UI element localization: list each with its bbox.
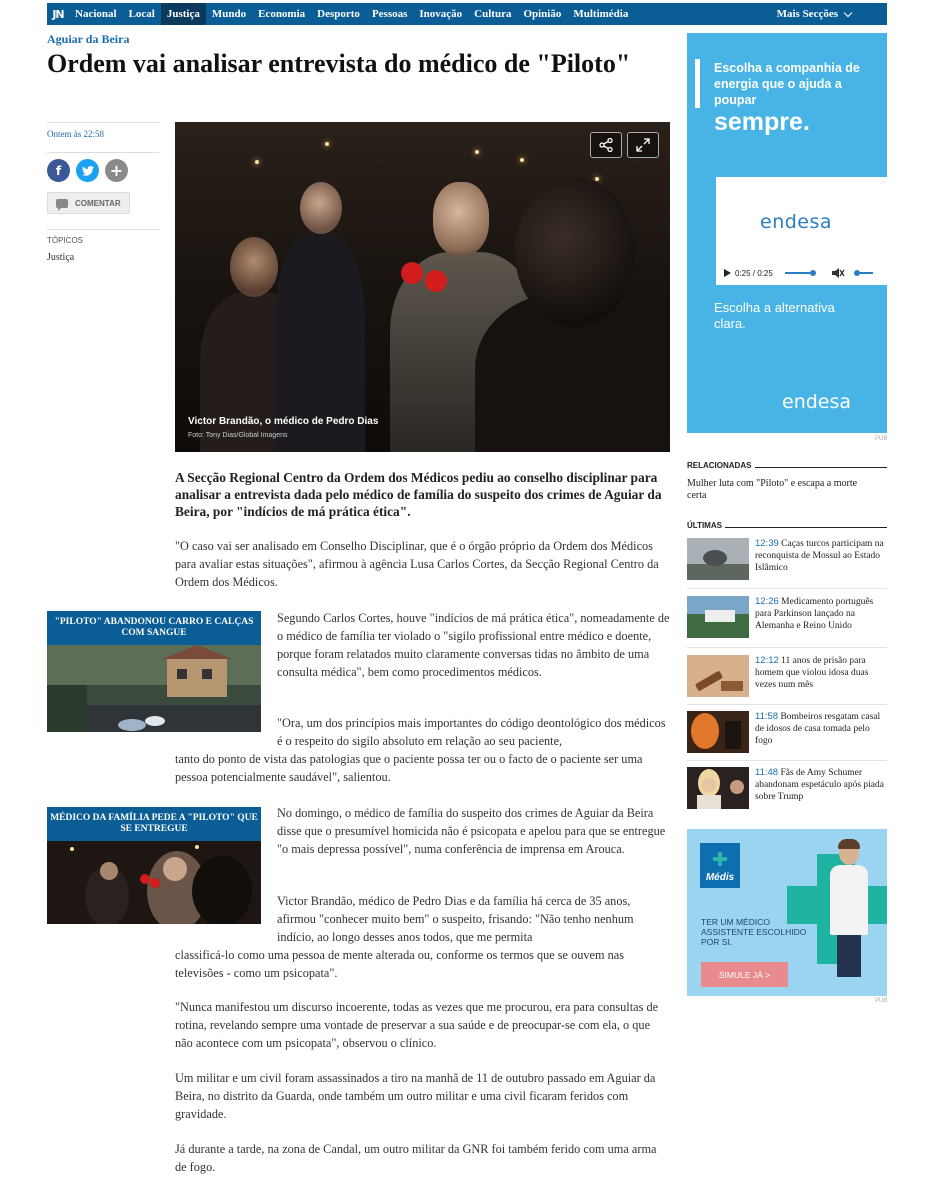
- ceiling-light: [520, 158, 524, 162]
- endesa-advertisement[interactable]: [687, 33, 887, 433]
- related-card-image: [47, 841, 261, 924]
- ad-video-player[interactable]: [716, 177, 887, 285]
- more-share-icon[interactable]: +: [105, 159, 128, 182]
- medis-brand-text: Médis: [705, 872, 735, 883]
- latest-news-item[interactable]: [687, 767, 887, 811]
- site-logo[interactable]: JN: [52, 7, 64, 21]
- endesa-logo: endesa: [760, 211, 833, 233]
- news-time: 12:12: [755, 655, 779, 666]
- topic-link[interactable]: Justiça: [47, 252, 75, 263]
- related-card-title: MÉDICO DA FAMÍLIA PEDE A "PILOTO" QUE SE ENTREGUE: [47, 807, 261, 841]
- ceiling-light: [595, 177, 599, 181]
- news-thumbnail: [687, 596, 749, 638]
- latest-heading: ÚLTIMAS: [687, 521, 722, 530]
- divider: [687, 647, 887, 648]
- news-title: Fãs de Amy Schumer abandonam espetáculo após piada sobre Trump: [755, 768, 884, 802]
- microphone: [425, 270, 447, 292]
- nav-item-nacional[interactable]: Nacional: [75, 8, 117, 20]
- photo-figure: [433, 182, 489, 256]
- inline-related-card[interactable]: [47, 611, 261, 732]
- endesa-logo: endesa: [782, 391, 852, 413]
- news-time: 12:39: [755, 538, 779, 549]
- divider: [725, 527, 887, 528]
- news-title: Caças turcos participam na reconquista de Mossul ao Estado Islâmico: [755, 539, 884, 573]
- divider: [687, 704, 887, 705]
- related-card-title: "PILOTO" ABANDONOU CARRO E CALÇAS COM SANGUE: [47, 611, 261, 645]
- news-time: 11:58: [755, 711, 779, 722]
- share-image-button[interactable]: [590, 132, 622, 158]
- article-lead: A Secção Regional Centro da Ordem dos Médicos pediu ao conselho disciplinar para analisar a entrevista dada pelo médico de família do suspeito dos crimes de Aguiar da Beira, por "indícios de má prática ética".: [175, 470, 662, 519]
- article-paragraph: "O caso vai ser analisado em Conselho Disciplinar, que é o órgão próprio da Ordem dos Médicos para avaliar estas situações", afirmou à agência Lusa Carlos Cortes, da Secção Regional Centro da Ordem dos Médicos.: [175, 539, 659, 589]
- expand-icon: [636, 138, 650, 152]
- news-thumbnail: [687, 538, 749, 580]
- ad-accent-bar: [695, 59, 700, 108]
- ad-label: PUB: [875, 436, 888, 442]
- more-sections-button[interactable]: [777, 8, 851, 20]
- simulate-button[interactable]: SIMULE JÁ >: [701, 962, 788, 987]
- article-paragraph: "Ora, um dos princípios mais importantes do código deontológico dos médicos é o respeito do sigilo absoluto em relação ao seu paciente,: [277, 716, 666, 748]
- photo-figure: [515, 177, 635, 327]
- ceiling-light: [325, 142, 329, 146]
- latest-news-item[interactable]: [687, 655, 887, 699]
- share-icon: [599, 138, 613, 152]
- news-title: 11 anos de prisão para homem que violou idosa duas vezes num mês: [755, 656, 869, 690]
- player-controls: [724, 267, 873, 279]
- article-paragraph: Segundo Carlos Cortes, houve "indícios de má prática ética", nomeadamente de o médico de família ter violado o "sigilo profissional entre médico e doente, porque foram relatados muito claramente conversas tidas no âmbito de uma consulta médica", bem como procedimentos médicos.: [277, 611, 670, 679]
- divider: [47, 229, 159, 230]
- mute-icon[interactable]: [831, 267, 845, 279]
- article-hero-image[interactable]: [175, 122, 670, 452]
- fullscreen-button[interactable]: [627, 132, 659, 158]
- section-label[interactable]: Aguiar da Beira: [47, 32, 130, 46]
- related-link[interactable]: Mulher luta com "Piloto" e escapa a morte certa: [687, 478, 858, 501]
- article-title: Ordem vai analisar entrevista do médico de "Piloto": [47, 49, 631, 78]
- news-thumbnail: [687, 767, 749, 809]
- volume-slider[interactable]: [857, 272, 873, 274]
- nav-item-pessoas[interactable]: Pessoas: [371, 8, 408, 20]
- player-time: 0:25 / 0:25: [735, 268, 773, 278]
- medical-cross-icon: [713, 852, 727, 866]
- topics-label: TÓPICOS: [47, 236, 84, 245]
- ceiling-light: [255, 160, 259, 164]
- nav-item-opiniao[interactable]: Opinião: [523, 8, 562, 20]
- divider: [755, 467, 887, 468]
- medis-logo: [700, 843, 740, 888]
- comment-bubble-icon: [56, 199, 68, 208]
- ad-label: PUB: [875, 998, 888, 1004]
- divider: [47, 152, 159, 153]
- doctor-figure: [837, 933, 861, 977]
- article-paragraph: classificá-lo como uma pessoa de mente alterada ou, conforme os termos que se ouvem nas televisões - como um psicopata".: [175, 948, 625, 980]
- microphone: [401, 262, 423, 284]
- more-sections-label: Mais Secções: [776, 8, 838, 20]
- article-paragraph: Victor Brandão, médico de Pedro Dias e da família há cerca de 35 anos, afirmou "conhecer muito bem" o suspeito, frisando: "Não tenho nenhum indício, ao longo desses anos todos, que me permita: [277, 894, 634, 944]
- nav-item-economia[interactable]: Economia: [258, 8, 306, 20]
- medis-advertisement[interactable]: [687, 829, 887, 996]
- doctor-figure: [838, 839, 860, 849]
- nav-item-multimedia[interactable]: Multimédia: [573, 8, 629, 20]
- chevron-down-icon: [844, 8, 852, 16]
- ad-headline: Escolha a companhia de energia que o ajuda a poupar: [714, 61, 860, 107]
- photo-figure: [230, 237, 278, 297]
- latest-news-item[interactable]: [687, 596, 887, 640]
- facebook-share-icon[interactable]: f: [47, 159, 70, 182]
- divider: [687, 760, 887, 761]
- nav-item-local[interactable]: Local: [128, 8, 155, 20]
- news-thumbnail: [687, 655, 749, 697]
- news-time: 12:26: [755, 596, 779, 607]
- ceiling-light: [475, 150, 479, 154]
- article-paragraph: Já durante a tarde, na zona de Candal, um outro militar da GNR foi também ferido com uma arma de fogo.: [175, 1142, 657, 1174]
- news-thumbnail: [687, 711, 749, 753]
- ad-tagline: Escolha a alternativa clara.: [714, 300, 835, 331]
- progress-slider[interactable]: [785, 272, 813, 274]
- divider: [687, 588, 887, 589]
- image-caption: Victor Brandão, o médico de Pedro Dias: [188, 416, 379, 427]
- doctor-figure: [830, 865, 868, 935]
- article-paragraph: Um militar e um civil foram assassinados a tiro na manhã de 11 de outubro passado em Aguiar da Beira, no distrito da Guarda, onde também um outro militar e uma civil ficaram feridos com gravidade.: [175, 1071, 656, 1121]
- article-paragraph: "Nunca manifestou um discurso incoerente, todas as vezes que me procurou, era para consultas de rotina, revelando sempre uma vontade de preservar a sua saúde e de preocupar-se com ela, o que não acontece com um psicopata", observou o clínico.: [175, 1000, 659, 1050]
- nav-item-justica[interactable]: Justiça: [161, 3, 206, 25]
- nav-item-cultura[interactable]: Cultura: [474, 8, 512, 20]
- news-title: Medicamento português para Parkinson lançado na Alemanha e Reino Unido: [755, 597, 874, 631]
- ad-emphasis: sempre.: [714, 108, 810, 136]
- image-credit: Foto: Tony Dias/Global Imagens: [188, 432, 288, 439]
- news-title: Bombeiros resgatam casal de idosos de casa tomada pelo fogo: [755, 712, 881, 746]
- ad-text: TER UM MÉDICO ASSISTENTE ESCOLHIDO POR SI.: [701, 917, 807, 947]
- nav-item-desporto[interactable]: Desporto: [317, 8, 360, 20]
- nav-item-inovacao[interactable]: Inovação: [419, 8, 463, 20]
- news-time: 11:48: [755, 767, 779, 778]
- photo-figure: [300, 182, 342, 234]
- latest-news-item[interactable]: [687, 538, 887, 582]
- related-card-image: [47, 645, 261, 732]
- publish-time: Ontem às 22:58: [47, 129, 104, 139]
- article-paragraph: tanto do ponto de vista das patologias que o paciente possa ter ou o facto de o paciente ser uma pessoa potencialmente saudável", salientou.: [175, 752, 643, 784]
- latest-news-item[interactable]: [687, 711, 887, 755]
- play-icon[interactable]: [724, 269, 731, 277]
- comment-button[interactable]: [47, 192, 130, 214]
- top-navigation: [47, 3, 887, 25]
- nav-item-mundo[interactable]: Mundo: [211, 8, 247, 20]
- share-buttons: [47, 159, 128, 182]
- related-heading: RELACIONADAS: [687, 461, 752, 470]
- divider: [47, 122, 159, 123]
- comment-label: COMENTAR: [75, 198, 121, 208]
- article-paragraph: No domingo, o médico de família do suspeito dos crimes de Aguiar da Beira disse que o presumível homicida não é psicopata e apelou para que se entregue "o mais depressa possível", numa conferência de imprensa em Arouca.: [277, 806, 666, 856]
- twitter-share-icon[interactable]: [76, 159, 99, 182]
- inline-related-card[interactable]: [47, 807, 261, 924]
